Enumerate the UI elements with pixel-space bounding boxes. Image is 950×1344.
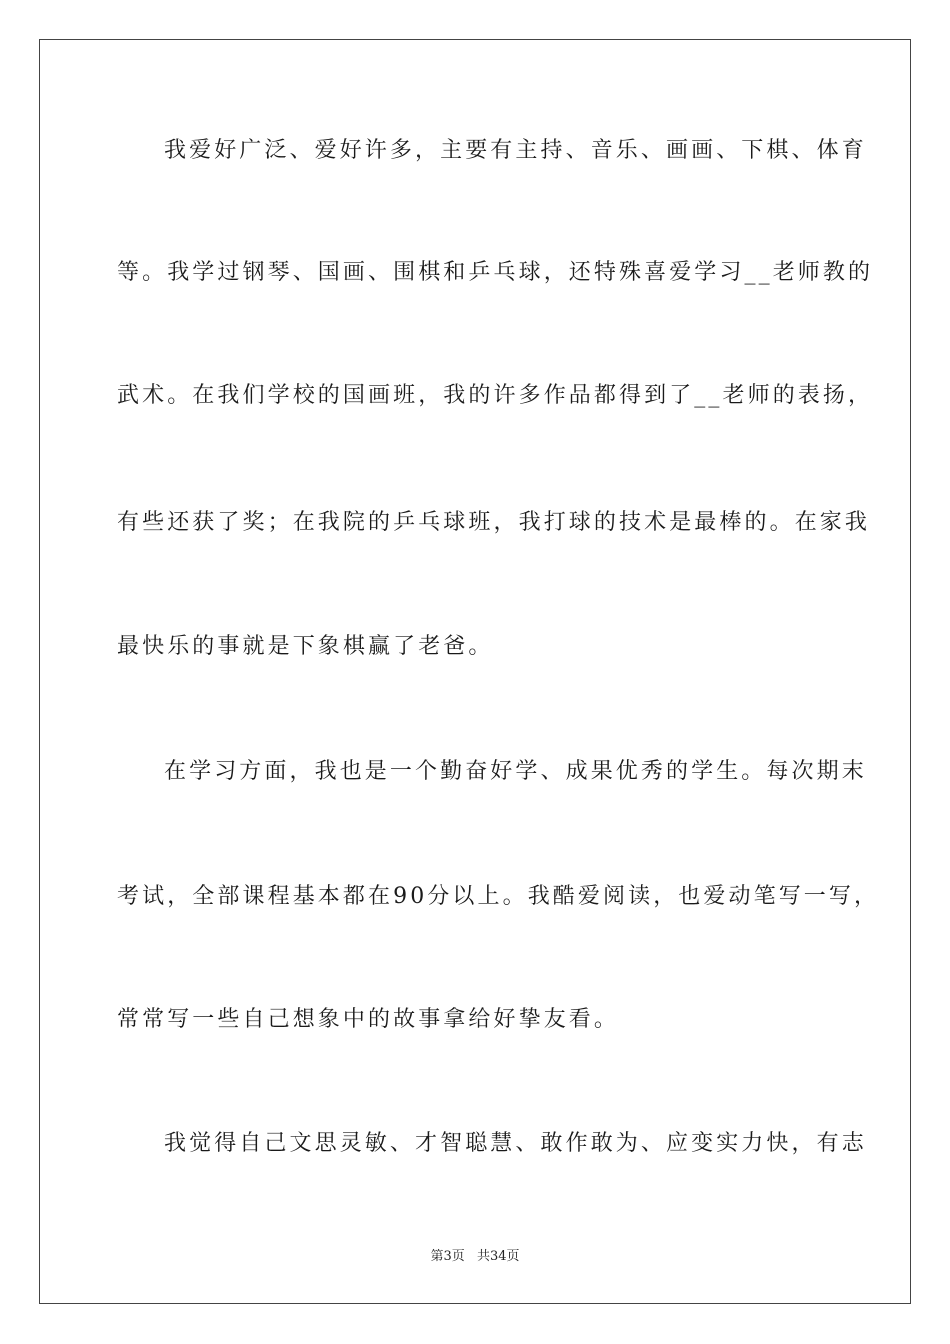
paragraph-1-line-1: 我爱好广泛、爱好许多，主要有主持、音乐、画画、下棋、体育 (164, 138, 867, 163)
paragraph-1-line-3: 武术。在我们学校的国画班，我的许多作品都得到了__老师的表扬， (117, 383, 874, 408)
page-number: 第3页 (430, 1249, 465, 1264)
total-pages: 共34页 (476, 1249, 520, 1264)
page-border (39, 39, 911, 1304)
paragraph-1-line-5: 最快乐的事就是下象棋赢了老爸。 (117, 634, 494, 659)
page-footer (0, 1245, 950, 1264)
paragraph-2-line-3: 常常写一些自己想象中的故事拿给好挚友看。 (117, 1007, 620, 1032)
paragraph-2-line-2: 考试，全部课程基本都在90分以上。我酷爱阅读，也爱动笔写一写， (117, 884, 880, 909)
paragraph-3-line-1: 我觉得自己文思灵敏、才智聪慧、敢作敢为、应变实力快，有志 (164, 1131, 867, 1156)
paragraph-1-line-2: 等。我学过钢琴、国画、围棋和乒乓球，还特殊喜爱学习__老师教的 (117, 260, 874, 285)
paragraph-1-line-4: 有些还获了奖；在我院的乒乓球班，我打球的技术是最棒的。在家我 (117, 510, 871, 535)
paragraph-2-line-1: 在学习方面，我也是一个勤奋好学、成果优秀的学生。每次期末 (164, 759, 867, 784)
